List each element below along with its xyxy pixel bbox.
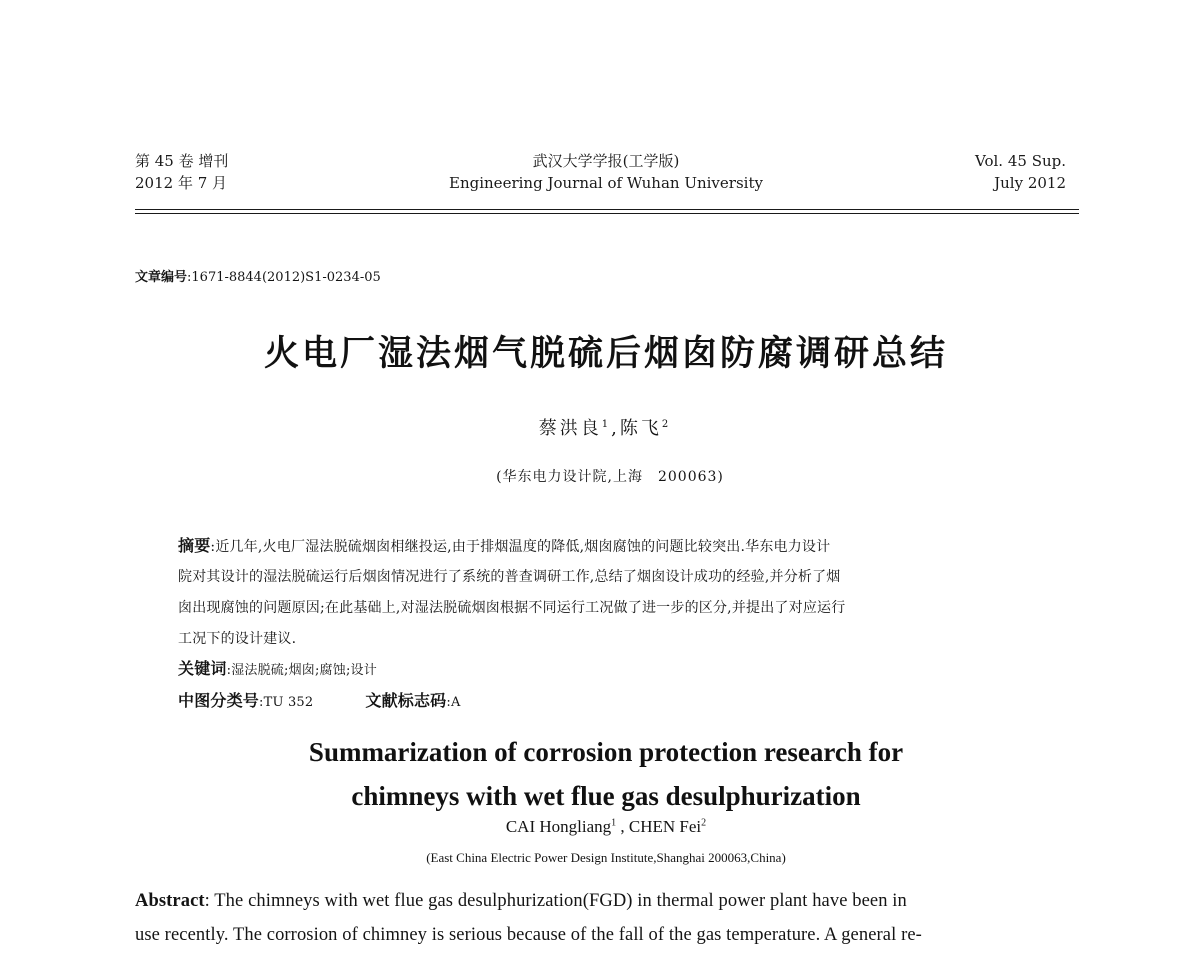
author-2-cn: 陈飞 (619, 418, 662, 439)
author-2-affil-mark-en: 2 (701, 817, 707, 829)
authors-en (0, 817, 1200, 837)
journal-volume-info-en (975, 150, 1066, 194)
abstract-cn-line: 院对其设计的湿法脱硫运行后烟囱情况进行了系统的普查调研工作,总结了烟囱设计成功的经验,并分析了烟 (178, 569, 841, 585)
paper-title-en-line-2: chimneys with wet flue gas desulphurization (351, 781, 861, 811)
abstract-cn-text: :近几年,火电厂湿法脱硫烟囱相继投运,由于排烟温度的降低,烟囱腐蚀的问题比较突出.华东电力设计 (210, 539, 831, 555)
abstract-cn-line: 工况下的设计建议. (178, 631, 297, 647)
journal-name-en: Engineering Journal of Wuhan University (449, 174, 763, 192)
author-1-affil-mark: 1 (601, 419, 612, 430)
author-1-en: CAI Hongliang (505, 817, 612, 836)
volume-issue-en: Vol. 45 Sup. (975, 152, 1066, 170)
paper-title-cn: 火电厂湿法烟气脱硫后烟囱防腐调研总结 (263, 334, 948, 374)
abstract-en-line (135, 891, 907, 912)
keywords-cn (178, 656, 377, 679)
affiliation-en: (East China Electric Power Design Institute,Shanghai 200063,China) (426, 850, 786, 865)
doc-code-label: 文献标志码 (365, 691, 447, 710)
article-number (135, 266, 381, 285)
header-rule-top (135, 209, 1079, 210)
author-separator: , (611, 418, 620, 439)
abstract-label-cn: 摘要 (178, 536, 211, 555)
author-separator-en: , (616, 817, 629, 836)
affiliation-cn: (华东电力设计院,上海 200063) (496, 469, 724, 485)
journal-name-cn: 武汉大学学报(工学版) (532, 152, 680, 170)
abstract-label-en: Abstract (135, 891, 205, 911)
author-1-cn: 蔡洪良 (538, 418, 602, 439)
doc-code-value: :A (446, 695, 461, 710)
keywords-label-cn: 关键词 (178, 659, 227, 678)
keywords-cn-text: :湿法脱硫;烟囱;腐蚀;设计 (226, 663, 377, 678)
authors-cn (0, 414, 1200, 440)
article-number-value: :1671-8844(2012)S1-0234-05 (187, 270, 381, 285)
article-number-label: 文章编号 (135, 270, 188, 285)
classification-cn (178, 688, 461, 711)
header-rule-bottom (135, 213, 1079, 214)
author-1-affil-mark-en: 1 (611, 817, 617, 829)
issue-date-en: July 2012 (994, 174, 1066, 192)
clc-value: :TU 352 (259, 695, 314, 710)
clc-label: 中图分类号 (178, 691, 260, 710)
paper-title-en (0, 730, 1200, 818)
paper-title-en-line-1: Summarization of corrosion protection research for (308, 737, 904, 767)
abstract-cn-line (178, 533, 830, 556)
author-2-en: CHEN Fei (628, 817, 702, 836)
abstract-cn-line: 囱出现腐蚀的问题原因;在此基础上,对湿法脱硫烟囱根据不同运行工况做了进一步的区分,并提出了对应运行 (178, 600, 846, 616)
volume-issue: 第 45 卷 增刊 (135, 152, 229, 170)
abstract-en-text: : The chimneys with wet flue gas desulphurization(FGD) in thermal power plant have been in (204, 891, 907, 911)
author-2-affil-mark: 2 (661, 419, 672, 430)
issue-date: 2012 年 7 月 (135, 174, 228, 192)
abstract-en-line: use recently. The corrosion of chimney is serious because of the fall of the gas temperature. A general re- (135, 925, 922, 945)
